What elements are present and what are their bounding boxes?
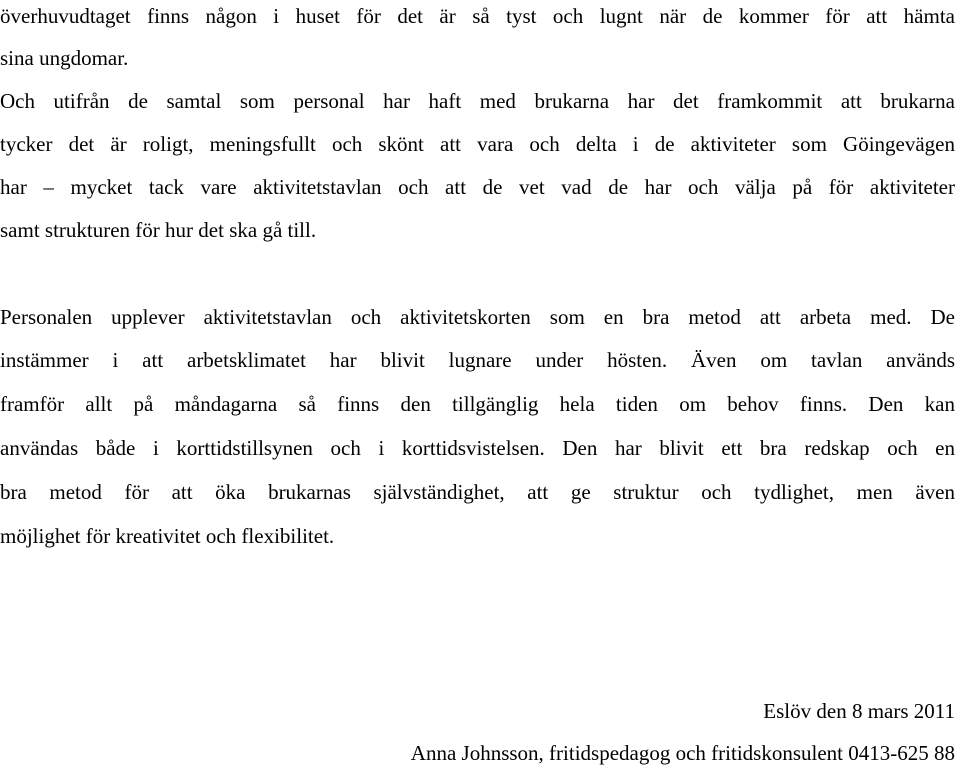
- paragraph-3-line-4: användas både i korttidstillsynen och i korttidsvistelsen. Den har blivit ett bra redskap och en: [0, 436, 955, 460]
- place-date: Eslöv den 8 mars 2011: [763, 699, 955, 723]
- paragraph-2-line-2: tycker det är roligt, meningsfullt och skönt att vara och delta i de aktiviteter som Göingevägen: [0, 132, 955, 156]
- paragraph-2-line-1: Och utifrån de samtal som personal har haft med brukarna har det framkommit att brukarna: [0, 89, 955, 113]
- paragraph-3-line-1: Personalen upplever aktivitetstavlan och aktivitetskorten som en bra metod att arbeta med. De: [0, 305, 955, 329]
- paragraph-3-line-6: möjlighet för kreativitet och flexibilitet.: [0, 524, 335, 548]
- paragraph-3-line-2: instämmer i att arbetsklimatet har blivit lugnare under hösten. Även om tavlan används: [0, 348, 955, 372]
- paragraph-2-line-4: samt strukturen för hur det ska gå till.: [0, 218, 317, 242]
- signature-name-line: Anna Johnsson, fritidspedagog och fritidskonsulent 0413-625 88: [410, 741, 955, 765]
- paragraph-3-line-5: bra metod för att öka brukarnas självständighet, att ge struktur och tydlighet, men även: [0, 480, 955, 504]
- paragraph-2-line-3: har – mycket tack vare aktivitetstavlan och att de vet vad de har och välja på för aktiviteter: [0, 175, 955, 199]
- paragraph-1-line-1: överhuvudtaget finns någon i huset för det är så tyst och lugnt när de kommer för att hämta: [0, 4, 955, 28]
- paragraph-3-line-3: framför allt på måndagarna så finns den tillgänglig hela tiden om behov finns. Den kan: [0, 392, 955, 416]
- paragraph-1-line-2: sina ungdomar.: [0, 46, 129, 70]
